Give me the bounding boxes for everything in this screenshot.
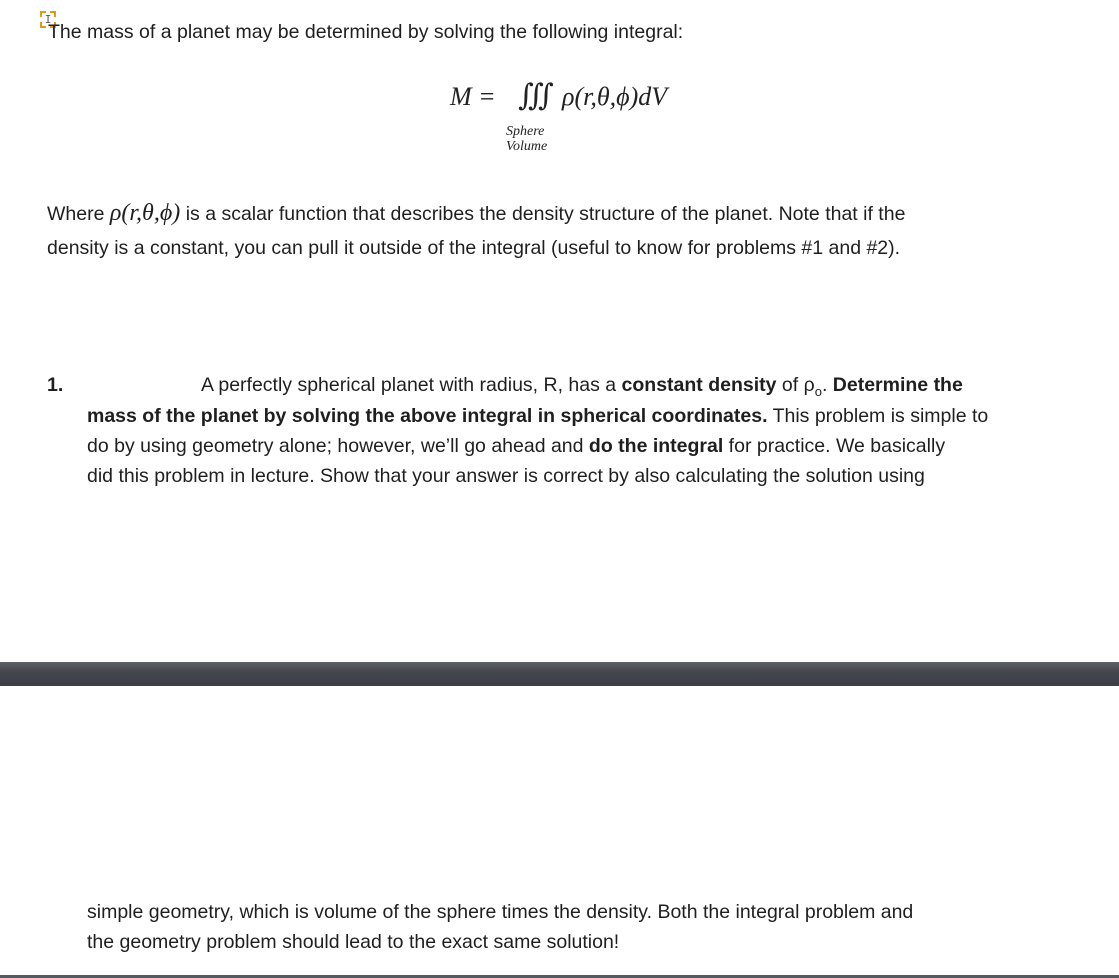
page-separator xyxy=(0,662,1119,686)
where-paragraph-line-1 xyxy=(47,196,905,231)
integral-limit-line-1: Sphere xyxy=(506,124,545,139)
problem-line-6: the geometry problem should lead to the exact same solution! xyxy=(87,931,620,953)
problem-line-2 xyxy=(87,399,988,433)
problem-line-1a: A perfectly spherical planet with radius, R, has a xyxy=(201,374,622,396)
problem-line-1d: . xyxy=(821,374,833,396)
where-paragraph-line-2: density is a constant, you can pull it outside of the integral (useful to know for problems #1 and #2). xyxy=(47,237,901,259)
where-line-1-text: is a scalar function that describes the density structure of the planet. Note that if the xyxy=(185,203,906,225)
where-prefix: Where xyxy=(47,203,105,225)
problem-line-1c: of ρ xyxy=(776,374,815,396)
problem-line-3c: for practice. We basically xyxy=(723,435,946,457)
density-function-math: ρ(r,θ,ϕ) xyxy=(109,200,181,226)
constant-density-bold: constant density xyxy=(621,374,777,396)
mass-integral-equation xyxy=(450,79,750,162)
intro-paragraph: The mass of a planet may be determined by solving the following integral: xyxy=(48,21,684,43)
do-the-integral-bold: do the integral xyxy=(588,435,724,457)
problem-line-3a: do by using geometry alone; however, we’ll go ahead and xyxy=(87,435,589,457)
problem-number: 1. xyxy=(47,374,64,396)
problem-line-5: simple geometry, which is volume of the sphere times the density. Both the integral problem and xyxy=(87,901,914,923)
text-cursor-icon: I xyxy=(40,11,56,28)
determine-the-bold: Determine the xyxy=(832,374,963,396)
rho-subscript: o xyxy=(814,383,822,399)
integral-limit-line-2: Volume xyxy=(506,139,548,154)
problem-line-2-text: This problem is simple to xyxy=(767,405,989,427)
problem-line-2-bold: mass of the planet by solving the above integral in spherical coordinates. xyxy=(87,405,768,427)
problem-line-4: did this problem in lecture. Show that your answer is correct by also calculating the solution using xyxy=(87,465,925,487)
triple-integral-symbol: ∭ xyxy=(518,79,548,112)
equation-lhs: M = xyxy=(450,82,496,111)
problem-line-3 xyxy=(87,429,945,463)
equation-integrand: ρ(r,θ,ϕ)dV xyxy=(562,82,668,111)
